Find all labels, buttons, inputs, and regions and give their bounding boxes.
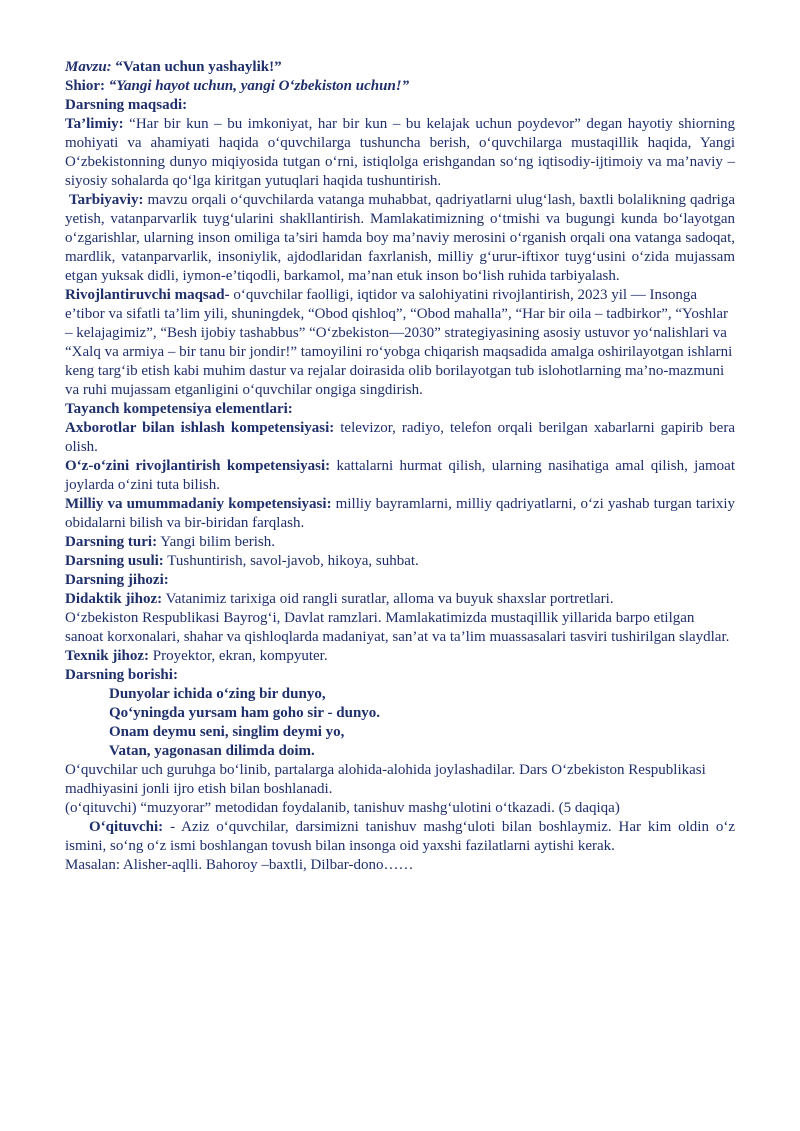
technical-text: Proyektor, ekran, kompyuter. <box>149 648 328 664</box>
info-competency <box>65 419 735 457</box>
document-page <box>65 58 735 875</box>
teacher-speech <box>65 818 735 856</box>
equipment-heading: Darsning jihozi: <box>65 572 169 588</box>
lesson-method-label: Darsning usuli: <box>65 553 164 569</box>
poem-line: Dunyolar ichida o‘zing bir dunyo, <box>109 686 326 702</box>
goal-heading: Darsning maqsadi: <box>65 97 188 113</box>
national-competency-label: Milliy va umummadaniy kompetensiyasi: <box>65 496 332 512</box>
info-competency-label: Axborotlar bilan ishlash kompetensiyasi: <box>65 420 335 436</box>
progress-heading: Darsning borishi: <box>65 667 178 683</box>
poem-line: Qo‘yningda yursam ham goho sir - dunyo. <box>109 705 381 721</box>
lesson-type-label: Darsning turi: <box>65 534 158 550</box>
educational-text: “Har bir kun – bu imkoniyat, har bir kun – bu kelajak uchun poydevor” degan hayotiy shiorning mohiyati va ahamiyati haqida o‘quvchilarga tushuncha berish, o‘quvchilarga mustaqillik haqida, Yangi O‘zbekistonning dunyo miqiyosida tutgan o‘rni, istiqlolga erishgandan so‘ng iqtisodiy-ijtimoiy va ma’naviy – siyosiy sohalarda qo‘lga kiritgan yutuqlari haqida tushuntirish. <box>65 116 735 189</box>
motto-text: “Yangi hayot uchun, yangi O‘zbekiston uchun!” <box>108 78 410 94</box>
teacher-text: - Aziz o‘quvchilar, darsimizni tanishuv mashg‘uloti bilan boshlaymiz. Har kim oldin o‘z ismini, so‘ng o‘z ismi boshlangan tovush bilan insonga oid yaxshi fazilatlarni aytishi kerak. <box>65 819 735 854</box>
poem-line: Onam deymu seni, singlim deymi yo, <box>109 724 345 740</box>
motto-line <box>65 77 735 96</box>
didactic-more: O‘zbekiston Respublikasi Bayrog‘i, Davlat ramzlari. Mamlakatimizda mustaqillik yillarida barpo etilgan sanoat korxonalari, shahar va qishloqlarda madaniyat, san’at va ta’lim muassasalari tasviri tushirilgan slaydlar. <box>65 610 730 645</box>
poem-line: Vatan, yagonasan dilimda doim. <box>109 743 315 759</box>
lesson-type <box>65 533 735 552</box>
developmental-text: o‘quvchilar faolligi, iqtidor va salohiyatini rivojlantirish, 2023 yil — Insonga e’tibor va sifatli ta’lim yili, shuningdek, “Obod qishloq”, “Obod mahalla”, “Har bir oila – tadbirkor”, “Yoshlar – kelajagimiz”, “Besh ijobiy tashabbus” “O‘zbekiston—2030” strategiyasining asosiy ustuvor yo‘nalishlari va “Xalq va armiya – bir tanu bir jondir!” tamoyilini ro‘yobga chiqarish maqsadida amalga oshirilayotgan ishlarni keng targ‘ib etish kabi muhim dastur va rejalar doirasida olib borilayotgan tub islohotlarning ma’no-mazmuni va ruhi mujassam etganligini o‘quvchilar ongiga singdirish. <box>65 287 733 398</box>
self-competency-label: O‘z-o‘zini rivojlantirish kompetensiyasi: <box>65 458 331 474</box>
upbringing-label: Tarbiyaviy: <box>69 192 144 208</box>
teacher-method: (o‘qituvchi) “muzyorar” metodidan foydalanib, tanishuv mashg‘ulotini o‘tkazadi. (5 daqiqa) <box>65 800 620 816</box>
self-competency-text: kattalarni hurmat qilish, ularning nasihatiga amal qilish, jamoat joylarda o‘zini tuta bilish. <box>65 458 735 493</box>
developmental-goal <box>65 286 735 400</box>
national-competency-text: milliy bayramlarni, milliy qadriyatlarni, o‘zi yashab turgan tarixiy obidalarni bilish va bir-biridan farqlash. <box>65 496 736 531</box>
poem <box>65 685 735 761</box>
example-text: Masalan: Alisher-aqlli. Bahoroy –baxtli, Dilbar-dono…… <box>65 857 414 873</box>
topic-label: Mavzu: <box>65 59 112 75</box>
topic-text: “Vatan uchun yashaylik!” <box>115 59 282 75</box>
motto-label: Shior: <box>65 78 106 94</box>
teacher-label: O‘qituvchi: <box>89 819 164 835</box>
groups-text: O‘quvchilar uch guruhga bo‘linib, partalarga alohida-alohida joylashadilar. Dars O‘zbekiston Respublikasi madhiyasini jonli ijro etish bilan boshlanadi. <box>65 762 706 797</box>
info-competency-text: televizor, radiyo, telefon orqali berilgan xabarlarni gapirib bera olish. <box>65 420 735 455</box>
didactic-text: Vatanimiz tarixiga oid rangli suratlar, alloma va buyuk shaxslar portretlari. <box>162 591 614 607</box>
lesson-type-text: Yangi bilim berish. <box>157 534 276 550</box>
upbringing-goal <box>65 191 735 286</box>
self-competency <box>65 457 735 495</box>
competency-heading: Tayanch kompetensiya elementlari: <box>65 401 293 417</box>
developmental-label: Rivojlantiruvchi maqsad- <box>65 287 230 303</box>
national-competency <box>65 495 735 533</box>
lesson-method-text: Tushuntirish, savol-javob, hikoya, suhbat. <box>163 553 419 569</box>
technical-equipment <box>65 647 735 666</box>
topic-line <box>65 58 735 77</box>
lesson-method <box>65 552 735 571</box>
educational-label: Ta’limiy: <box>65 116 124 132</box>
technical-label: Texnik jihoz: <box>65 648 150 664</box>
didactic-equipment <box>65 590 735 609</box>
educational-goal <box>65 115 735 191</box>
didactic-label: Didaktik jihoz: <box>65 591 163 607</box>
upbringing-text: mavzu orqali o‘quvchilarda vatanga muhabbat, qadriyatlarni ulug‘lash, baxtli bolalikning qadriga yetish, vatanparvarlik tuyg‘ularini shakllantirish. Mamlakatimizning o‘tmishi va bugungi kunda bo‘layotgan o‘zgarishlar, ularning inson omiliga ta’siri hamda boy ma’naviy merosini o‘rganish orqali ona vatanga sadoqat, mardlik, vatanparvarlik, insoniylik, ajdodlaridan faxrlanish, milliy g‘urur-iftixor tuyg‘usini o‘zida mujassam etgan yuksak didli, iymon-e’tiqodli, barkamol, ma’nan etuk inson bo‘lish ruhida tarbiyalash. <box>65 192 736 284</box>
